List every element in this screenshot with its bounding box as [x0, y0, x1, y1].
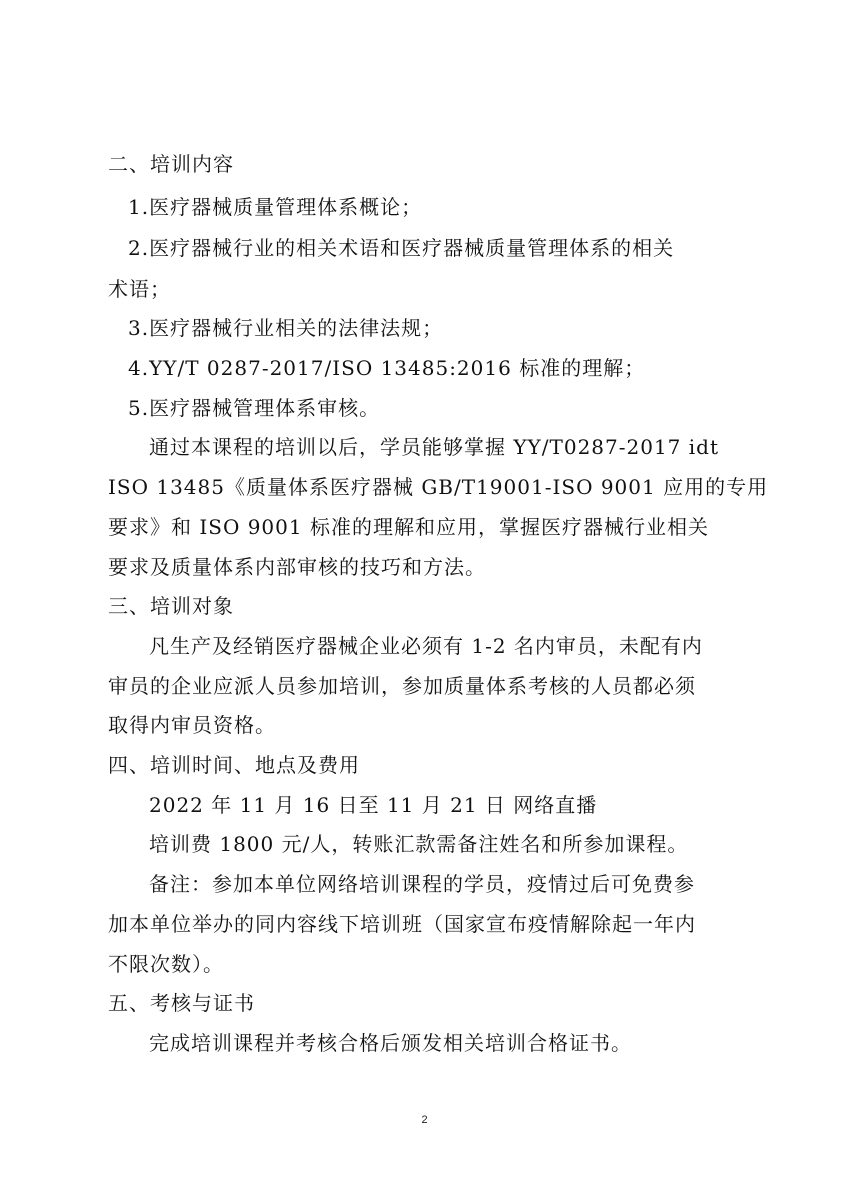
section-heading-time-place-fee: 四、培训时间、地点及费用	[108, 753, 360, 777]
section-heading-assessment-certificate: 五、考核与证书	[108, 991, 255, 1015]
paragraph-line: 要求及质量体系内部审核的技巧和方法。	[108, 555, 486, 579]
fee-line: 培训费 1800 元/人，转账汇款需备注姓名和所参加课程。	[149, 832, 689, 856]
list-item-2: 2.医疗器械行业的相关术语和医疗器械质量管理体系的相关	[128, 236, 675, 260]
paragraph-line: 要求》和 ISO 9001 标准的理解和应用，掌握医疗器械行业相关	[108, 515, 709, 539]
list-item-5: 5.医疗器械管理体系审核。	[128, 396, 381, 420]
paragraph-line: ISO 13485《质量体系医疗器械 GB/T19001-ISO 9001 应用的专用	[108, 475, 769, 499]
remark-line: 不限次数）。	[108, 952, 224, 976]
remark-line: 加本单位举办的同内容线下培训班（国家宣布疫情解除起一年内	[108, 912, 696, 936]
paragraph-line: 取得内审员资格。	[108, 713, 276, 737]
page-number: 2	[421, 1114, 428, 1126]
date-location-line: 2022 年 11 月 16 日至 11 月 21 日 网络直播	[149, 793, 598, 817]
paragraph-line: 通过本课程的培训以后，学员能够掌握 YY/T0287-2017 idt	[149, 435, 719, 459]
remark-line: 备注：参加本单位网络培训课程的学员，疫情过后可免费参	[149, 872, 695, 896]
paragraph-line: 凡生产及经销医疗器械企业必须有 1-2 名内审员，未配有内	[149, 634, 703, 658]
list-item-1: 1.医疗器械质量管理体系概论；	[128, 195, 423, 219]
list-item-2-continuation: 术语；	[108, 277, 171, 301]
list-item-3: 3.医疗器械行业相关的法律法规；	[128, 316, 444, 340]
list-item-4: 4.YY/T 0287-2017/ISO 13485:2016 标准的理解；	[128, 356, 646, 380]
certificate-line: 完成培训课程并考核合格后颁发相关培训合格证书。	[149, 1031, 632, 1055]
section-heading-training-content: 二、培训内容	[108, 152, 234, 176]
paragraph-line: 审员的企业应派人员参加培训，参加质量体系考核的人员都必须	[108, 674, 696, 698]
section-heading-training-target: 三、培训对象	[108, 594, 234, 618]
